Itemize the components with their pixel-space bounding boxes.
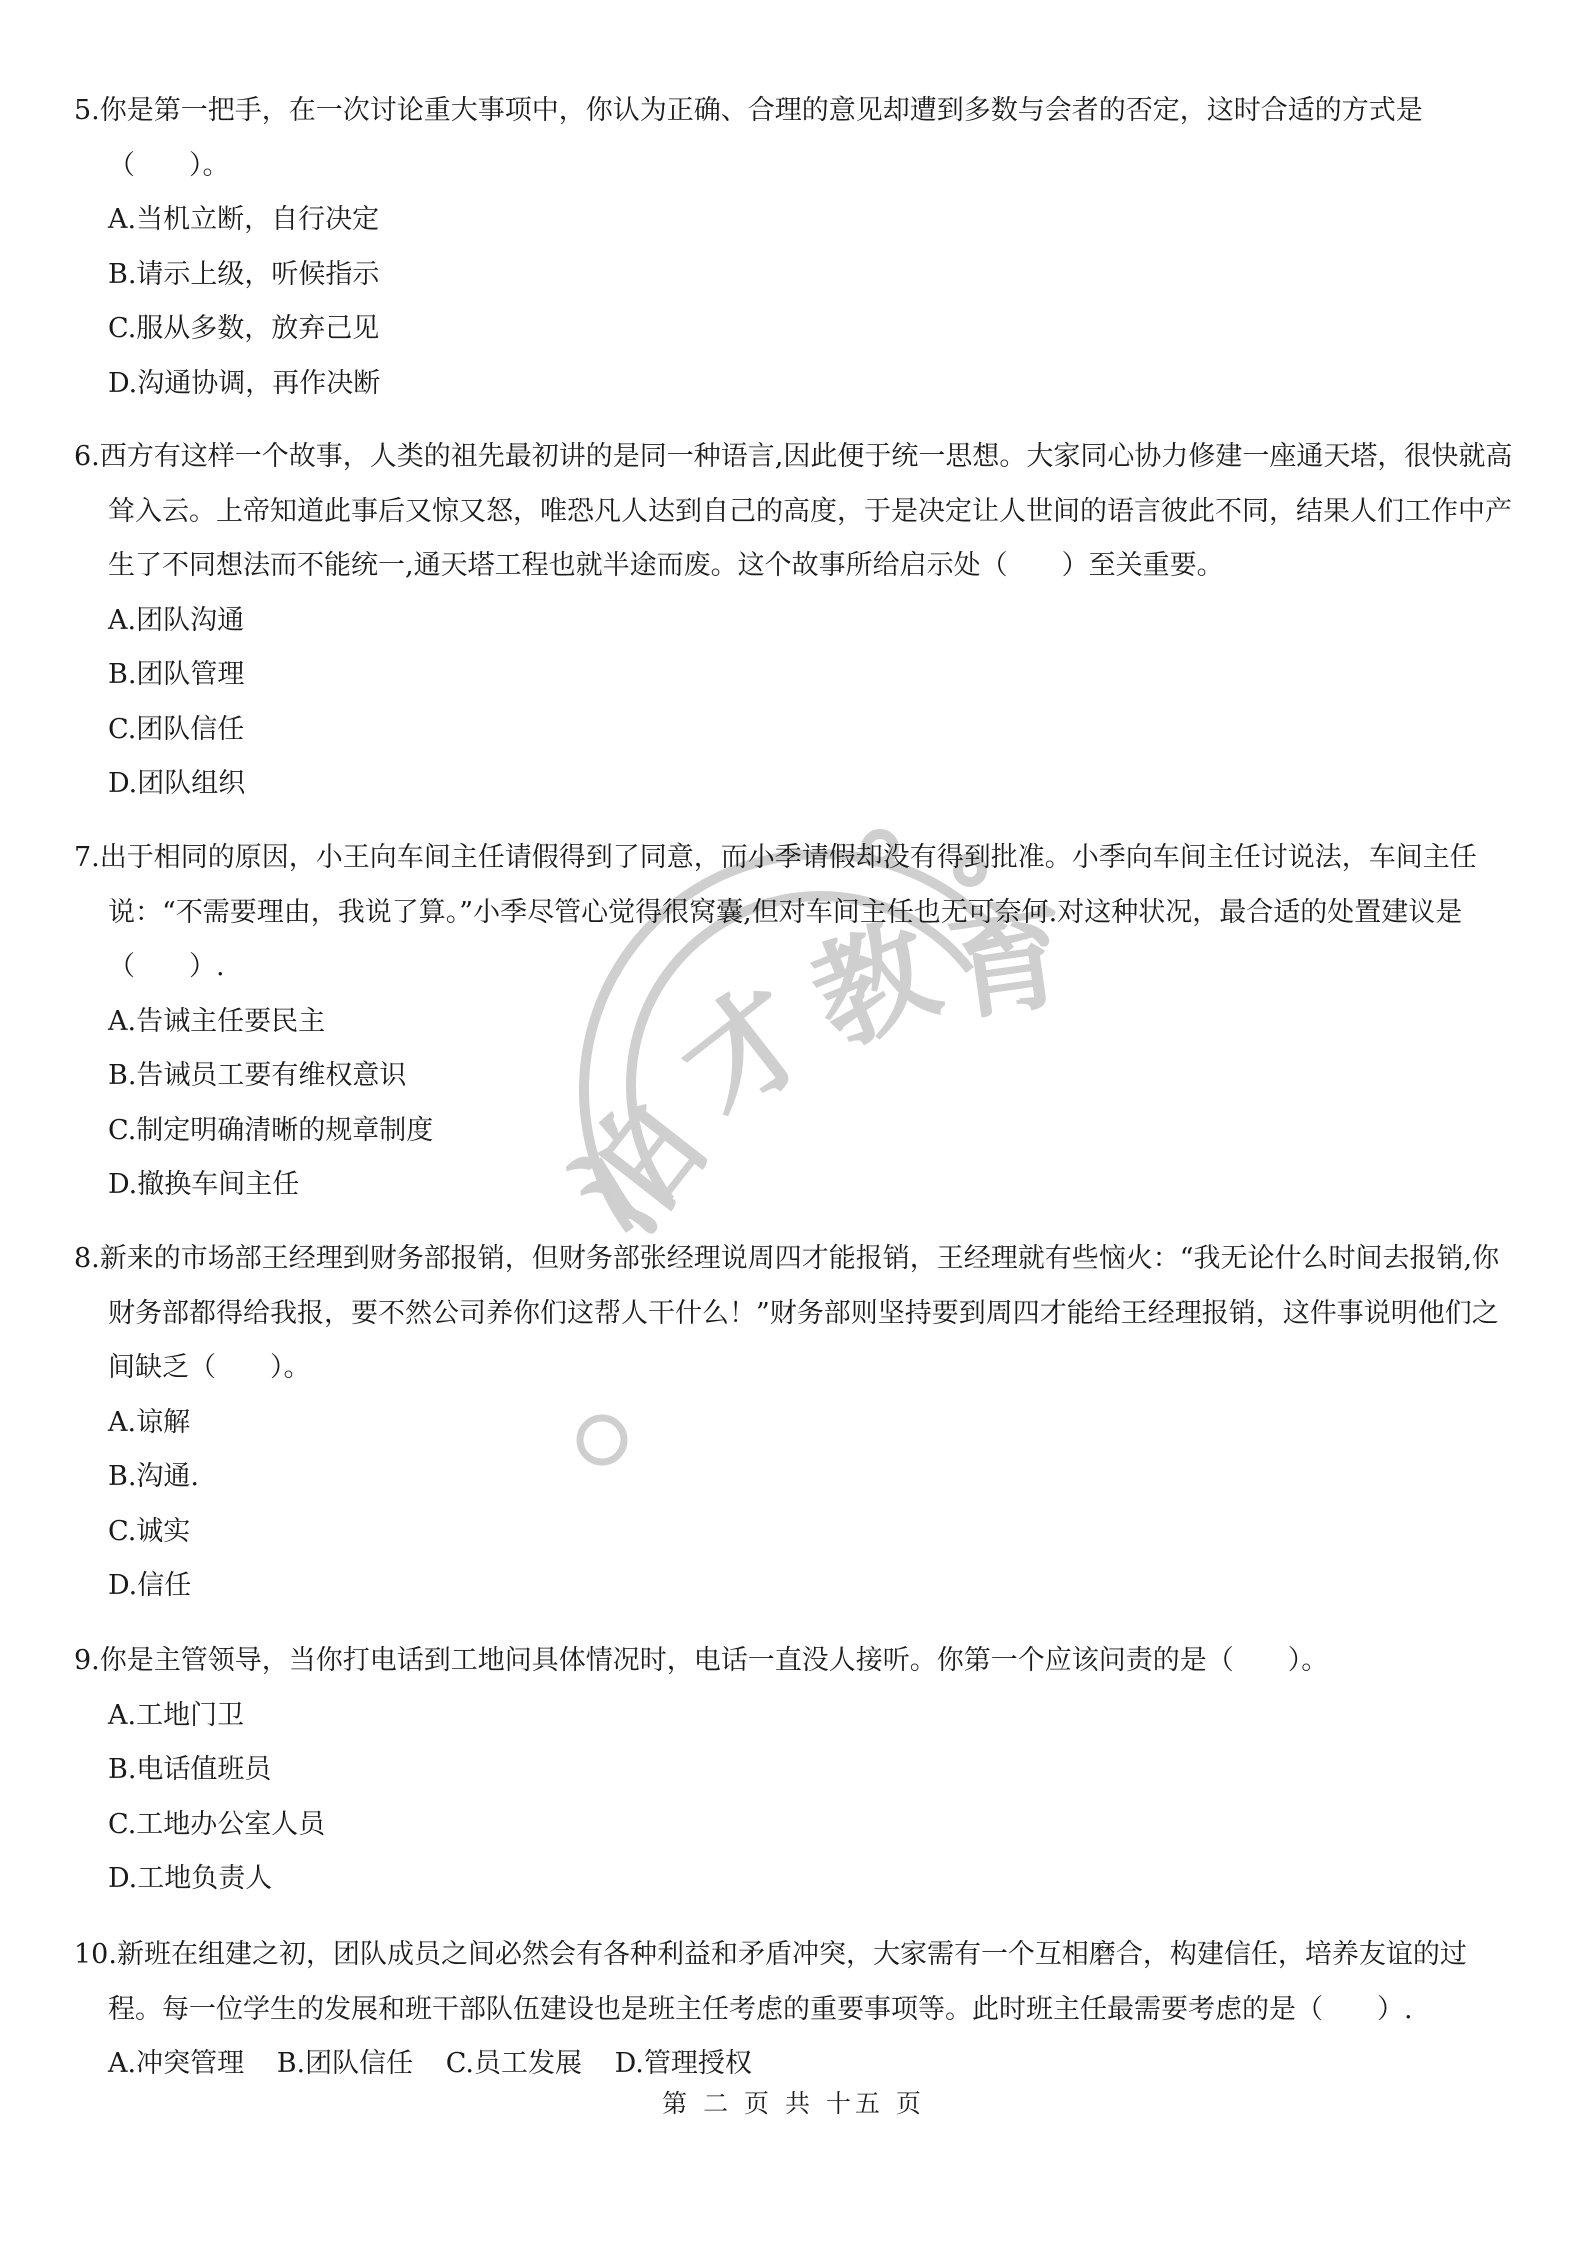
- option-a: A.团队沟通: [108, 604, 245, 636]
- option-a: A.冲突管理: [108, 2048, 245, 2079]
- question-stem: 7.出于相同的原因，小王向车间主任请假得到了同意，而小季请假却没有得到批准。小季向车间主任讨说法，车间主任说：“不需要理由，我说了算。”小季尽管心觉得很窝囊,但对车间主任也无可奈何.对这种状况，最合适的处置建议是（ ）.: [74, 842, 1477, 982]
- option-d: D.团队组织: [108, 768, 246, 799]
- svg-text:泊: 泊: [548, 1079, 730, 1258]
- question-9: [74, 1634, 1514, 1907]
- option-a: A.当机立断，自行决定: [108, 204, 380, 235]
- option-c: C.员工发展: [445, 2048, 582, 2079]
- option-c: C.团队信任: [108, 713, 245, 745]
- option-d: D.沟通协调，再作决断: [108, 367, 381, 399]
- option-c: C.服从多数，放弃己见: [108, 313, 380, 344]
- option-b: B.团队管理: [108, 659, 245, 690]
- option-b: B.告诫员工要有维权意识: [108, 1060, 407, 1091]
- option-d: D.撤换车间主任: [108, 1169, 300, 1200]
- option-c: C.制定明确清晰的规章制度: [108, 1114, 434, 1146]
- option-d: D.工地负责人: [108, 1863, 273, 1894]
- svg-text:教: 教: [793, 898, 955, 1071]
- page-footer: 第 二 页 共 十五 页: [662, 2089, 925, 2118]
- svg-text:才: 才: [657, 960, 836, 1143]
- question-5: [74, 84, 1514, 411]
- option-d: D.管理授权: [614, 2048, 752, 2079]
- option-a: A.告诫主任要民主: [108, 1005, 326, 1037]
- option-a: A.工地门卫: [108, 1699, 245, 1731]
- question-stem: 8.新来的市场部王经理到财务部报销，但财务部张经理说周四才能报销，王经理就有些恼火：“我无论什么时间去报销,你财务部都得给我报，要不然公司养你们这帮人干什么！”财务部则坚持要到周四才能给王经理报销，这件事说明他们之间缺乏（ ）。: [74, 1243, 1500, 1383]
- option-list: [74, 995, 1514, 1213]
- option-b: B.沟通.: [108, 1461, 200, 1492]
- question-8: [74, 1232, 1514, 1614]
- option-c: C.工地办公室人员: [108, 1808, 326, 1840]
- question-stem: 10.新班在组建之初，团队成员之间必然会有各种利益和矛盾冲突，大家需有一个互相磨合，构建信任，培养友谊的过程。每一位学生的发展和班干部队伍建设也是班主任考虑的重要事项等。此时班主任最需要考虑的是（ ）.: [74, 1939, 1467, 2025]
- option-list: [74, 1396, 1514, 1614]
- question-6: [74, 430, 1514, 812]
- question-10: [74, 1928, 1514, 2092]
- option-list: [74, 1689, 1514, 1907]
- option-d: D.信任: [108, 1570, 192, 1601]
- option-b: B.团队信任: [276, 2048, 414, 2079]
- option-c: C.诚实: [108, 1515, 191, 1547]
- option-list: [74, 193, 1514, 411]
- option-b: B.请示上级，听候指示: [108, 258, 380, 290]
- option-b: B.电话值班员: [108, 1754, 272, 1785]
- option-list: [74, 594, 1514, 812]
- question-stem: 6.西方有这样一个故事，人类的祖先最初讲的是同一种语言,因此便于统一思想。大家同心协力修建一座通天塔，很快就高耸入云。上帝知道此事后又惊又怒，唯恐凡人达到自己的高度，于是决定让人世间的语言彼此不同，结果人们工作中产生了不同想法而不能统一,通天塔工程也就半途而废。这个故事所给启示处（ ）至关重要。: [74, 441, 1513, 581]
- question-stem: 9.你是主管领导，当你打电话到工地问具体情况时，电话一直没人接听。你第一个应该问责的是（ ）。: [74, 1645, 1329, 1676]
- svg-text:育: 育: [939, 884, 1076, 1038]
- question-stem: 5.你是第一把手，在一次讨论重大事项中，你认为正确、合理的意见却遭到多数与会者的否定，这时合适的方式是（ ）。: [74, 95, 1423, 181]
- option-a: A.谅解: [108, 1406, 191, 1438]
- question-7: [74, 831, 1514, 1213]
